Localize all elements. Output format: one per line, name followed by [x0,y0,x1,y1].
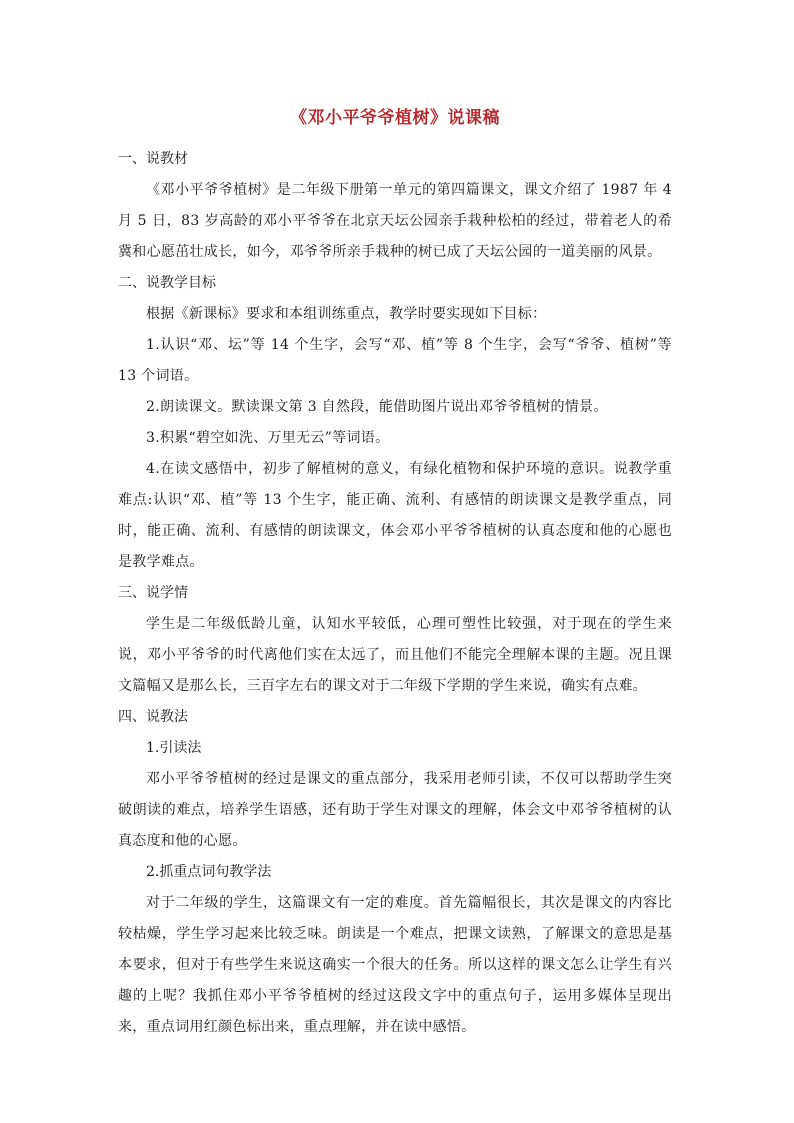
paragraph-objectives-intro: 根据《新课标》要求和本组训练重点，教学时要实现如下目标： [146,306,547,322]
section-heading-teaching-objectives: 二、说教学目标 [118,275,216,291]
objective-item-4: 4.在读文感悟中，初步了解植树的意义，有绿化植物和保护环境的意识。说教学重难点:认识“邓、植”等 13 个生字，能正确、流利、有感情的朗读课文是教学重点，同时，能正确、流利、有感情的朗读课文，体会邓小平爷爷植树的认真态度和他的心愿也是教学难点。 [118,461,672,570]
section-heading-student-situation: 三、说学情 [118,585,188,601]
objective-item-2: 2.朗读课文。默读课文第 3 自然段，能借助图片说出邓爷爷植树的情景。 [146,399,608,415]
paragraph-teaching-material: 《邓小平爷爷植树》是二年级下册第一单元的第四篇课文，课文介绍了 1987 年 4 月 5 日，83 岁高龄的邓小平爷爷在北京天坛公园亲手栽种松柏的经过，带着老人的希冀和心愿茁壮成长，如今，邓爷爷所亲手栽种的树已成了天坛公园的一道美丽的风景。 [118,182,672,260]
objectives-list [118,330,672,578]
objective-item-1: 1.认识“邓、坛”等 14 个生字，会写“邓、植”等 8 个生字，会写“爷爷、植树”等 13 个词语。 [118,337,672,384]
section-heading-teaching-methods: 四、说教法 [118,709,188,725]
objective-item-3: 3.积累“碧空如洗、万里无云”等词语。 [146,430,390,446]
paragraph-key-sentences: 对于二年级的学生，这篇课文有一定的难度。首先篇幅很长，其次是课文的内容比较枯燥，学生学习起来比较乏味。朗读是一个难点，把课文读熟，了解课文的意思是基本要求，但对于有些学生来说这确实一个很大的任务。所以这样的课文怎么让学生有兴趣的上呢？我抓住邓小平爷爷植树的经过这段文字中的重点句子，运用多媒体呈现出来，重点词用红颜色标出来，重点理解，并在读中感悟。 [118,895,672,1035]
paragraph-student-situation: 学生是二年级低龄儿童，认知水平较低，心理可塑性比较强，对于现在的学生来说，邓小平爷爷的时代离他们实在太远了，而且他们不能完全理解本课的主题。况且课文篇幅又是那么长，三百字左右的课文对于二年级下学期的学生来说，确实有点难。 [118,616,672,694]
section-heading-teaching-material: 一、说教材 [118,151,188,167]
document-title: 《邓小平爷爷植树》说课稿 [290,108,500,128]
paragraph-guided-reading: 邓小平爷爷植树的经过是课文的重点部分，我采用老师引读，不仅可以帮助学生突破朗读的难点，培养学生语感，还有助于学生对课文的理解，体会文中邓爷爷植树的认真态度和他的心愿。 [118,771,672,849]
method-heading-guided-reading: 1.引读法 [146,740,202,756]
method-heading-key-sentences: 2.抓重点词句教学法 [146,864,272,880]
